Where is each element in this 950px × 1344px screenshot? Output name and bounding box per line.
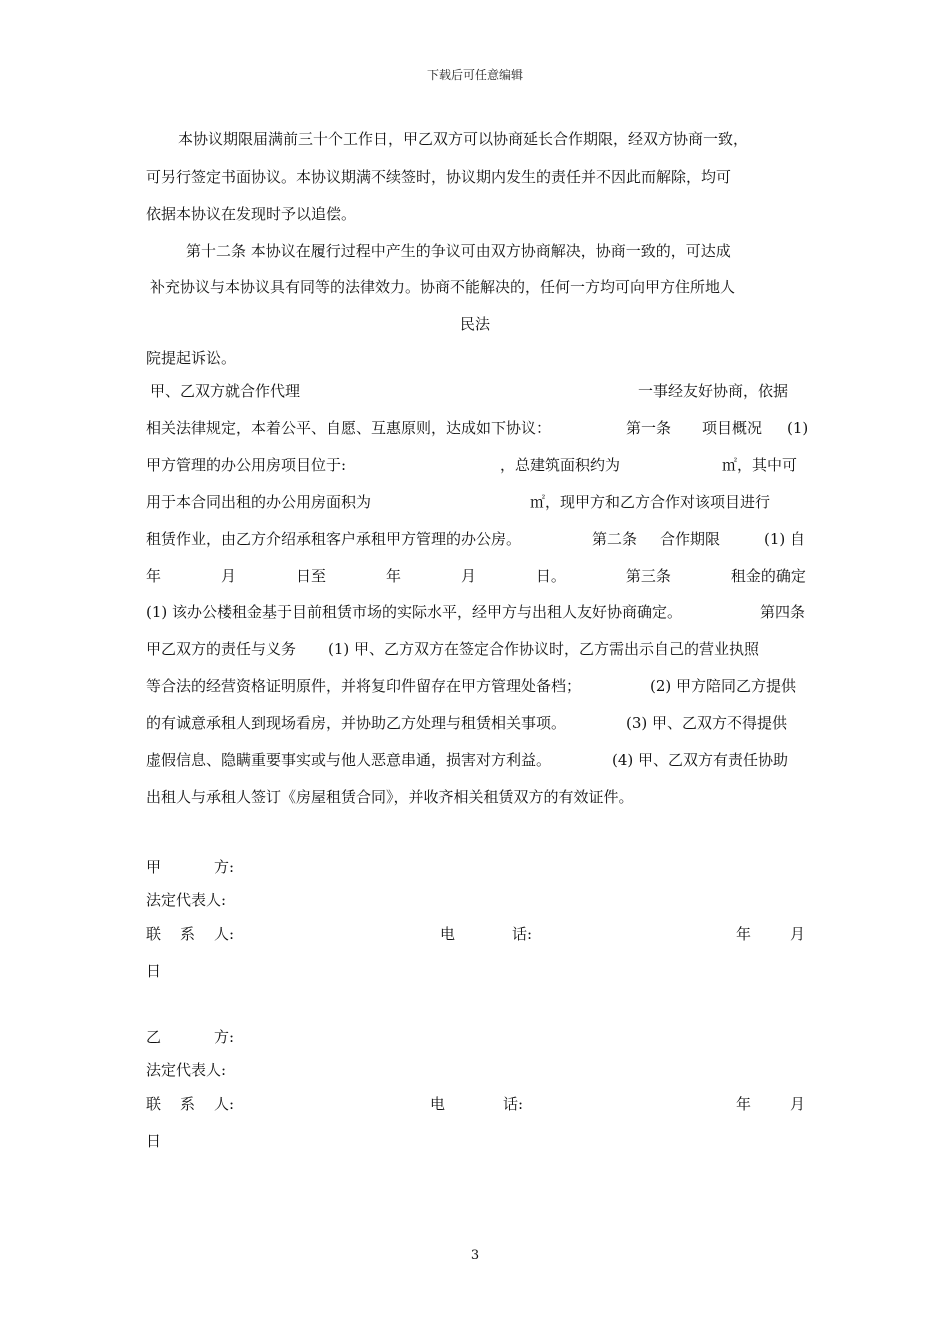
party-a-contact: 系 <box>180 925 196 943</box>
agreement-line: (3) 甲、乙双方不得提供 <box>626 714 788 732</box>
agreement-line: 用于本合同出租的办公用房面积为 <box>146 493 372 511</box>
party-a-representative: 法定代表人: <box>146 891 227 909</box>
article-1-title: 项目概况 <box>702 419 763 437</box>
date-month: 月 <box>460 567 476 585</box>
paragraph-line: 本协议期限届满前三十个工作日，甲乙双方可以协商延长合作期限，经双方协商一致， <box>178 130 749 148</box>
agreement-line: 相关法律规定，本着公平、自愿、互惠原则，达成如下协议： <box>146 419 552 437</box>
agreement-line: (2) 甲方陪同乙方提供 <box>650 677 797 695</box>
party-b-date-day: 日 <box>146 1132 162 1150</box>
party-b-contact: 系 <box>180 1095 196 1113</box>
agreement-line: 甲方管理的办公用房项目位于: <box>146 456 347 474</box>
article-3-title: 租金的确定 <box>730 567 806 585</box>
article-12-line: 第十二条 本协议在履行过程中产生的争议可由双方协商解决，协商一致的，可达成 <box>186 242 731 260</box>
agreement-line: 租赁作业，由乙方介绍承租客户承租甲方管理的办公房。 <box>146 530 522 548</box>
agreement-line: ，总建筑面积约为 <box>500 456 621 474</box>
party-b-representative: 法定代表人: <box>146 1061 227 1079</box>
page-header: 下载后可任意编辑 <box>426 68 523 82</box>
item-number: (1) <box>787 419 809 437</box>
article-3-heading: 第三条 <box>625 567 671 585</box>
paragraph-line: 依据本协议在发现时予以追偿。 <box>146 205 357 223</box>
date-range-line <box>146 566 806 586</box>
date-month: 月 <box>220 567 236 585</box>
article-4-heading: 第四条 <box>760 603 806 621</box>
agreement-line: 虚假信息、隐瞒重要事实或与他人恶意串通，损害对方利益。 <box>146 751 552 769</box>
agreement-line: 一事经友好协商，依据 <box>638 382 789 400</box>
party-a-phone: 电 <box>440 925 456 943</box>
article-12-line: 补充协议与本协议具有同等的法律效力。协商不能解决的，任何一方均可向甲方住所地人 <box>150 278 736 296</box>
agreement-line: (1) 自 <box>764 530 806 548</box>
article-4-title: 甲乙双方的责任与义务 <box>146 640 297 658</box>
party-a-label: 甲 <box>146 858 162 876</box>
article-2-title: 合作期限 <box>660 530 721 548</box>
date-day: 日。 <box>535 567 566 585</box>
agreement-line: ㎡，现甲方和乙方合作对该项目进行 <box>530 493 771 511</box>
party-b-label: 乙 <box>146 1028 162 1046</box>
party-a-date-day: 日 <box>146 962 162 980</box>
party-b-contact: 人: <box>214 1095 235 1113</box>
agreement-line: (1) 该办公楼租金基于目前租赁市场的实际水平，经甲方与出租人友好协商确定。 <box>146 603 683 621</box>
date-year: 年 <box>385 567 401 585</box>
party-a-contact: 联 <box>146 925 162 943</box>
party-b-label: 方: <box>214 1028 235 1046</box>
agreement-line: 等合法的经营资格证明原件，并将复印件留存在甲方管理处备档； <box>146 677 582 695</box>
party-a-phone: 话: <box>512 925 533 943</box>
party-a-date-year: 年 <box>736 925 752 943</box>
agreement-line: (4) 甲、乙双方有责任协助 <box>612 751 789 769</box>
party-a-contact: 人: <box>214 925 235 943</box>
article-12-line: 民法 <box>459 315 490 333</box>
agreement-line: 出租人与承租人签订《房屋租赁合同》，并收齐相关租赁双方的有效证件。 <box>146 788 634 806</box>
article-12-line: 院提起诉讼。 <box>146 349 237 367</box>
agreement-line: 甲、乙双方就合作代理 <box>150 382 301 400</box>
paragraph-line: 可另行签定书面协议。本协议期满不续签时，协议期内发生的责任并不因此而解除，均可 <box>146 168 732 186</box>
page-number: 3 <box>470 1248 480 1263</box>
date-year: 年 <box>146 567 162 585</box>
party-a-date-month: 月 <box>790 925 806 943</box>
article-1-heading: 第一条 <box>626 419 672 437</box>
party-b-date-month: 月 <box>790 1095 806 1113</box>
agreement-line: 的有诚意承租人到现场看房，并协助乙方处理与租赁相关事项。 <box>146 714 567 732</box>
party-b-contact: 联 <box>146 1095 162 1113</box>
agreement-line: ㎡，其中可 <box>722 456 798 474</box>
party-b-phone: 电 <box>430 1095 446 1113</box>
party-a-label: 方: <box>214 858 235 876</box>
date-day-to: 日至 <box>295 567 326 585</box>
agreement-line: (1) 甲、乙方双方在签定合作协议时，乙方需出示自己的营业执照 <box>328 640 760 658</box>
party-b-date-year: 年 <box>736 1095 752 1113</box>
party-b-phone: 话: <box>503 1095 524 1113</box>
article-2-heading: 第二条 <box>592 530 638 548</box>
